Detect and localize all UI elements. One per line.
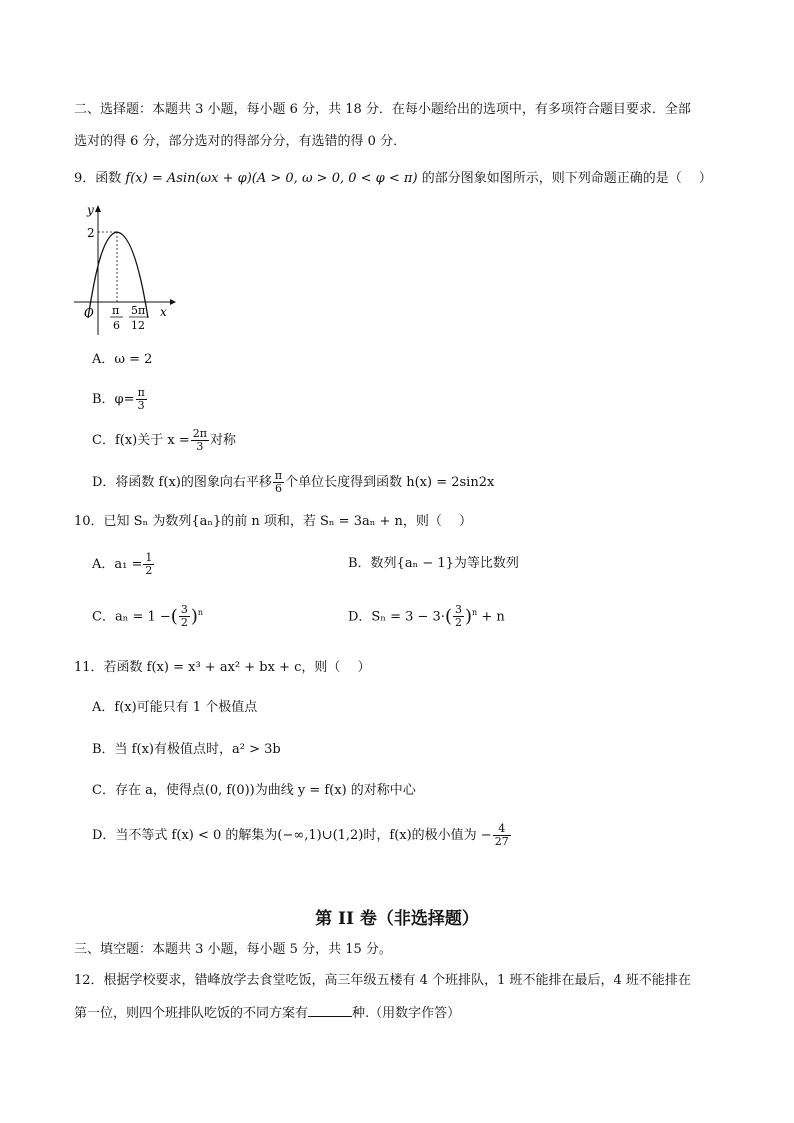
q9-c-fraction <box>191 428 209 453</box>
q9-option-c <box>92 428 236 453</box>
origin-label: O <box>84 306 94 320</box>
q9-c-prefix: C．f(x)关于 x = <box>92 433 190 448</box>
section3-instructions: 三、填空题：本题共 3 小题，每小题 5 分，共 15 分。 <box>74 942 392 957</box>
q10-c-fraction <box>179 604 190 629</box>
section2-instructions-line2: 选对的得 6 分，部分选对的得部分分，有选错的得 0 分． <box>74 134 407 149</box>
q9-d-den: 6 <box>274 482 282 495</box>
q11-option-d <box>92 823 512 848</box>
x-axis-arrow <box>170 299 176 305</box>
q11-d-num: 4 <box>493 823 511 836</box>
tick2-num: 5π <box>131 304 146 317</box>
q10-c-exponent: n <box>197 608 203 617</box>
q9-sine-graph <box>70 200 180 340</box>
tick1-den: 6 <box>113 319 120 332</box>
q9-b-fraction <box>136 387 147 412</box>
q10-a-fraction <box>143 552 154 577</box>
q11-d-fraction <box>493 823 511 848</box>
q9-stem-tail: 的部分图象如图所示，则下列命题正确的是（ ） <box>421 171 712 186</box>
x-axis-label: x <box>160 305 167 319</box>
q10-d-fraction <box>453 604 464 629</box>
q9-d-num: π <box>274 469 283 482</box>
q11-d-den: 27 <box>494 835 509 848</box>
q12-line2-prefix: 第一位，则四个班排队吃饭的不同方案有 <box>74 1006 309 1021</box>
q10-d-num: 3 <box>454 603 462 617</box>
q10-d-prefix: D．Sₙ = 3 − 3· <box>348 609 445 625</box>
q10-c-den: 2 <box>180 616 188 630</box>
q9-b-prefix: B．φ= <box>92 392 135 407</box>
y-axis-label: y <box>87 203 94 217</box>
q9-function: f(x) = Asin(ωx + φ)(A > 0, ω > 0, 0 < φ < π) <box>125 171 418 186</box>
q11-option-a: A．f(x)可能只有 1 个极值点 <box>92 700 258 715</box>
q9-option-a: A．ω = 2 <box>92 352 153 367</box>
q9-number: 9．函数 <box>74 171 122 186</box>
q9-c-den: 3 <box>196 440 204 453</box>
q10-c-num: 3 <box>180 603 188 617</box>
q10-option-a <box>92 552 155 577</box>
q9-c-num: 2π <box>192 427 207 440</box>
q10-stem: 10．已知 Sₙ 为数列{aₙ}的前 n 项和，若 Sₙ = 3aₙ + n，则（ ） <box>74 514 473 529</box>
q12-line2-suffix: 种.（用数字作答） <box>352 1006 461 1021</box>
part2-title: 第 II 卷（非选择题） <box>315 909 479 929</box>
q10-a-prefix: A．a₁ = <box>92 557 143 572</box>
q9-stem <box>74 170 712 188</box>
section2-instructions-line1: 二、选择题：本题共 3 小题，每小题 6 分，共 18 分．在每小题给出的选项中，有多项符合题目要求．全部 <box>74 102 691 117</box>
tick1-num: π <box>112 304 120 317</box>
q10-option-d: D．Sₙ = 3 − 3·( $\frac{3}{2}$ )$^n$ + n <box>348 603 505 630</box>
max-value-label: 2 <box>87 226 95 240</box>
q12-line2 <box>74 1004 460 1023</box>
q10-d-den: 2 <box>454 616 462 630</box>
q11-option-b: B．当 f(x)有极值点时，a² > 3b <box>92 742 281 757</box>
q11-d-prefix: D．当不等式 f(x) < 0 的解集为(−∞,1)∪(1,2)时，f(x)的极小值为 − <box>92 828 492 843</box>
q9-b-num: π <box>137 386 145 399</box>
q9-option-d <box>92 470 494 495</box>
q11-stem: 11．若函数 f(x) = x³ + ax² + bx + c，则（ ） <box>74 660 371 675</box>
q10-d-suffix: + n <box>481 609 505 625</box>
q10-a-den: 2 <box>145 564 153 577</box>
q10-a-num: 1 <box>145 551 153 564</box>
q9-b-den: 3 <box>137 399 145 412</box>
y-axis-arrow <box>95 205 101 212</box>
q12-line1: 12．根据学校要求，错峰放学去食堂吃饭，高三年级五楼有 4 个班排队，1 班不能排在最后，4 班不能排在 <box>74 973 691 988</box>
q9-d-suffix: 个单位长度得到函数 h(x) = 2sin2x <box>285 475 495 490</box>
q10-c-prefix: C．aₙ = 1 − <box>92 609 171 625</box>
q9-d-fraction <box>273 470 284 495</box>
q9-c-suffix: 对称 <box>209 433 236 448</box>
q10-d-exponent: n <box>472 608 478 617</box>
q11-option-c: C．存在 a，使得点(0, f(0))为曲线 y = f(x) 的对称中心 <box>92 783 416 798</box>
tick2-den: 12 <box>131 319 145 332</box>
q10-option-b: B．数列{aₙ − 1}为等比数列 <box>348 556 519 571</box>
q10-option-c: C．aₙ = 1 −( $\frac{3}{2}$ )$^n$ <box>92 603 203 630</box>
q9-option-b <box>92 387 148 412</box>
q12-answer-blank[interactable] <box>308 1004 352 1017</box>
q9-d-prefix: D．将函数 f(x)的图象向右平移 <box>92 475 272 490</box>
